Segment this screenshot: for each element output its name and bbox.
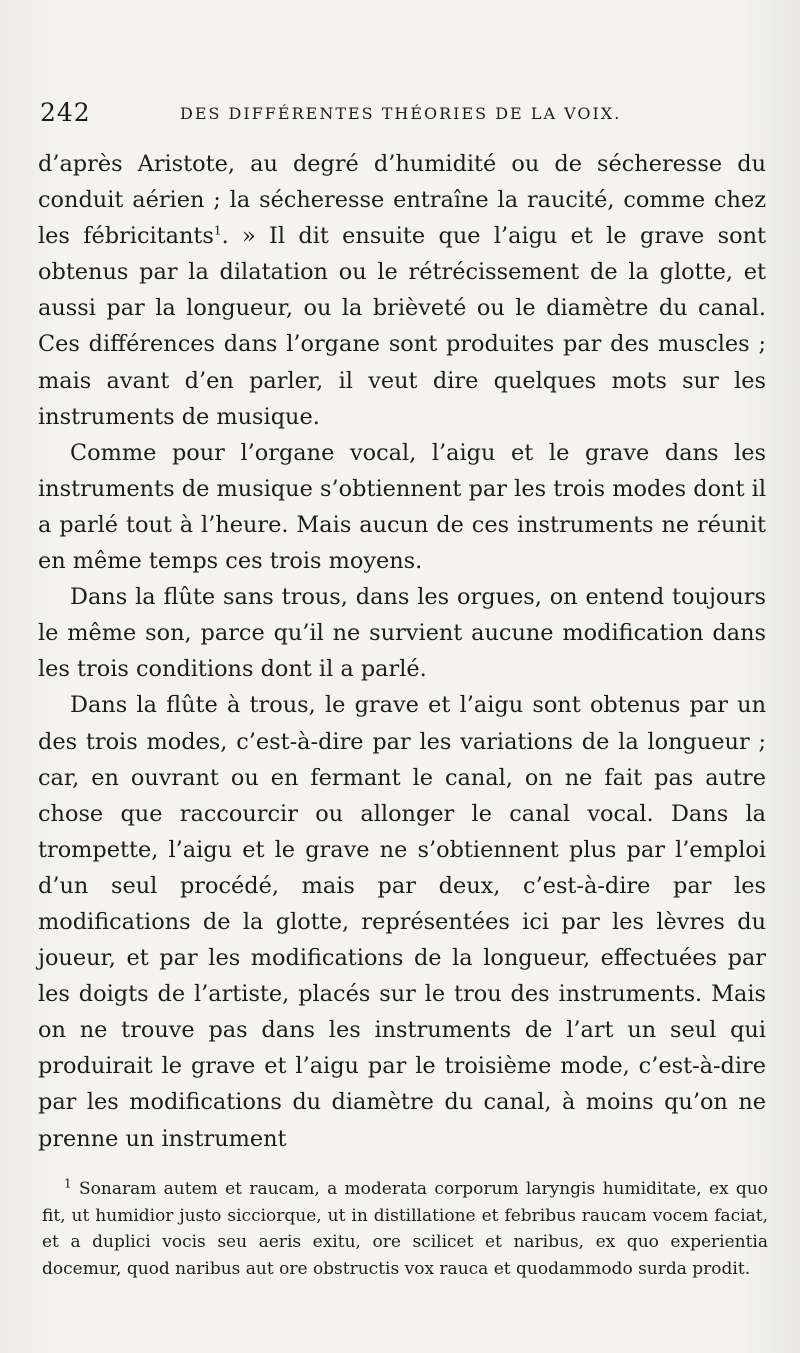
running-title: DES DIFFÉRENTES THÉORIES DE LA VOIX. bbox=[180, 104, 622, 123]
page-header bbox=[40, 96, 760, 136]
footnote-text: Sonaram autem et raucam, a moderata corporum laryngis humiditate, ex quo fit, ut humidior justo sicciorque, ut in distillatione et febribus raucam vocem faciat, et a duplici vocis seu aeris exitu, ore scilicet et naribus, ex quo experientia docemur, quod naribus aut ore obstructis vox rauca et quodammodo surda prodit. bbox=[42, 1179, 768, 1279]
paragraph-3: Dans la flûte sans trous, dans les orgues, on entend toujours le même son, parce qu’il ne survient aucune modification dans les trois conditions dont il a parlé. bbox=[38, 584, 766, 683]
main-text bbox=[38, 146, 766, 1157]
footnote-marker: 1 bbox=[64, 1176, 72, 1191]
paragraph-1-text-b: . » Il dit ensuite que l’aigu et le grave sont obtenus par la dilatation ou le rétrécissement de la glotte, et aussi par la longueur, ou la brièveté ou le diamètre du canal. Ces différences dans l’organe sont produites par des muscles ; mais avant d’en parler, il veut dire quelques mots sur les instruments de musique. bbox=[38, 223, 766, 430]
footnote bbox=[42, 1176, 768, 1282]
paragraph-1-text-a: d’après Aristote, au degré d’humidité ou de sécheresse du conduit aérien ; la sécheresse entraîne la raucité, comme chez les fébricitants bbox=[38, 151, 766, 250]
paragraph-4: Dans la flûte à trous, le grave et l’aigu sont obtenus par un des trois modes, c’est-à-dire par les variations de la longueur ; car, en ouvrant ou en fermant le canal, on ne fait pas autre chose que raccourcir ou allonger le canal vocal. Dans la trompette, l’aigu et le grave ne s’obtiennent plus par l’emploi d’un seul procédé, mais par deux, c’est-à-dire par les modifications de la glotte, représentées ici par les lèvres du joueur, et par les modifications de la longueur, effectuées par les doigts de l’artiste, placés sur le trou des instruments. Mais on ne trouve pas dans les instruments de l’art un seul qui produirait le grave et l’aigu par le troisième mode, c’est-à-dire par les modifications du diamètre du canal, à moins qu’on ne prenne un instrument bbox=[38, 692, 766, 1152]
footnote-paragraph bbox=[42, 1176, 768, 1282]
page-number: 242 bbox=[40, 98, 91, 127]
paragraph-1 bbox=[38, 146, 766, 435]
footnote-reference: 1 bbox=[213, 223, 222, 238]
paragraph-2: Comme pour l’organe vocal, l’aigu et le grave dans les instruments de musique s’obtiennent par les trois modes dont il a parlé tout à l’heure. Mais aucun de ces instruments ne réunit en même temps ces trois moyens. bbox=[38, 439, 766, 575]
